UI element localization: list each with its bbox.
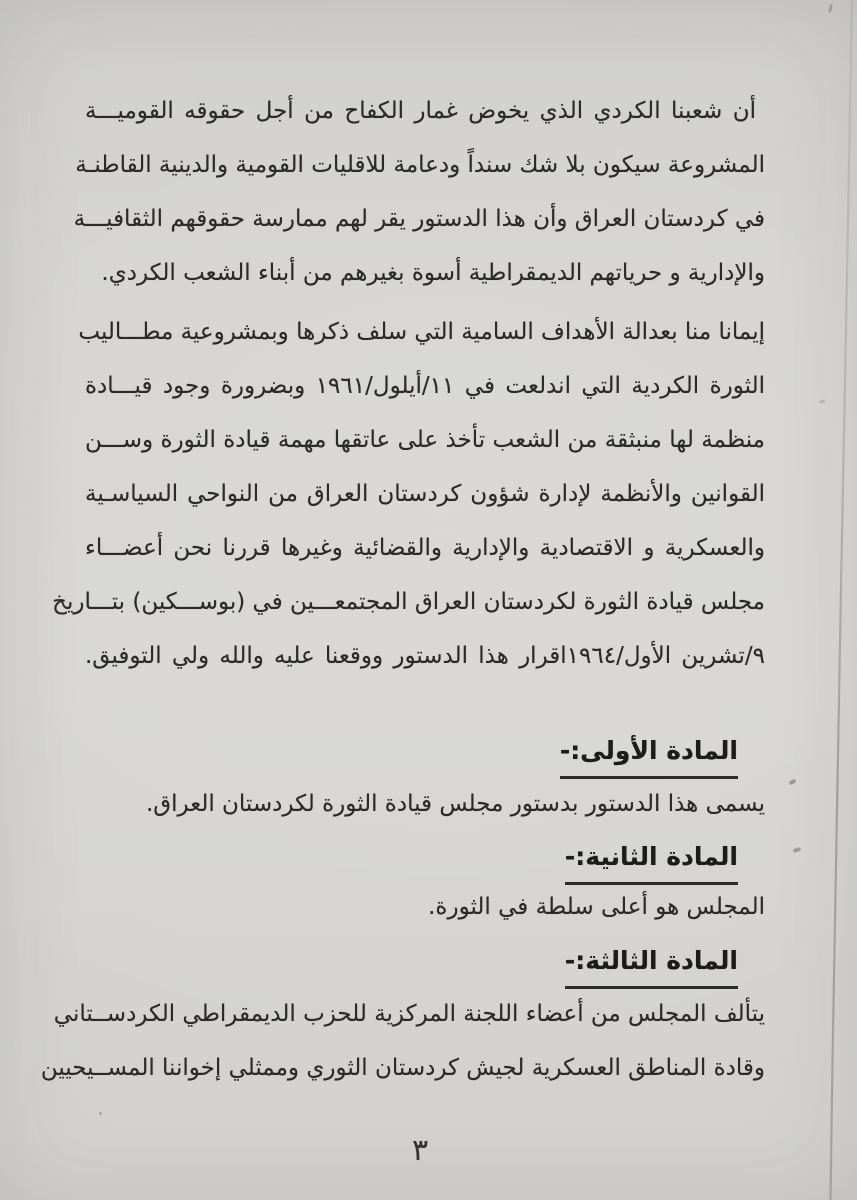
article-3-heading-text: المادة الثالثة:- [565, 941, 738, 989]
preamble-line: مجلس قيادة الثورة لكردستان العراق المجتمعـــين في (بوســـكين) بتـــاريخ [52, 589, 765, 615]
article-1-body [85, 777, 765, 831]
preamble-line: منظمة لها منبثقة من الشعب تأخذ على عاتقها مهمة قيادة الثورة وســـن [85, 427, 765, 453]
preamble-line: في كردستان العراق وأن هذا الدستور يقر لهم ممارسة حقوقهم الثقافيـــة [73, 206, 765, 232]
scan-speck [793, 847, 802, 853]
preamble-paragraph-2 [52, 305, 766, 683]
article-body-line: يسمى هذا الدستور بدستور مجلس قيادة الثورة لكردستان العراق. [145, 791, 765, 817]
article-3-body [40, 987, 765, 1095]
preamble-line: أن شعبنا الكردي الذي يخوض غمار الكفاح من أجل حقوقه القوميـــة [85, 98, 756, 124]
preamble-line: الثورة الكردية التي اندلعت في ١١/أيلول/١٩٦١ وبضرورة وجود قيـــادة [85, 373, 765, 399]
scan-speck [828, 4, 833, 13]
article-1-heading [560, 731, 738, 779]
article-2-heading [565, 837, 738, 885]
article-2-heading-text: المادة الثانية:- [565, 837, 738, 885]
preamble-line: والعسكرية و الاقتصادية والإدارية والقضائية وغيرها قررنا نحن أعضـــاء [85, 535, 765, 561]
article-1-heading-text: المادة الأولى:- [560, 731, 738, 779]
article-body-line: وقادة المناطق العسكرية لجيش كردستان الثوري وممثلي إخواننا المســيحيين [40, 1055, 765, 1081]
scan-speck [819, 399, 826, 403]
preamble-line: إيمانا منا بعدالة الأهداف السامية التي سلف ذكرها وبمشروعية مطـــاليب [78, 319, 765, 345]
article-2-body [85, 880, 765, 934]
preamble-paragraph-1 [73, 84, 765, 300]
preamble-line: المشروعة سيكون بلا شك سنداً ودعامة للاقليات القومية والدينية القاطنـة [75, 152, 765, 178]
preamble-line: القوانين والأنظمة لإدارة شؤون كردستان العراق من النواحي السياسـية [85, 481, 765, 507]
preamble-line: ٩/تشرين الأول/١٩٦٤اقرار هذا الدستور ووقعنا عليه والله ولي التوفيق. [85, 643, 766, 669]
preamble-line: والإدارية و حرياتهم الديمقراطية أسوة بغيرهم من أبناء الشعب الكردي. [101, 260, 765, 286]
scan-speck [99, 1112, 102, 1115]
article-3-heading [565, 941, 738, 989]
article-body-line: المجلس هو أعلى سلطة في الثورة. [428, 894, 765, 920]
scan-speck [788, 779, 796, 786]
article-body-line: يتألف المجلس من أعضاء اللجنة المركزية للحزب الديمقراطي الكردســتاني [53, 1001, 765, 1027]
page-number: ٣ [411, 1133, 429, 1168]
